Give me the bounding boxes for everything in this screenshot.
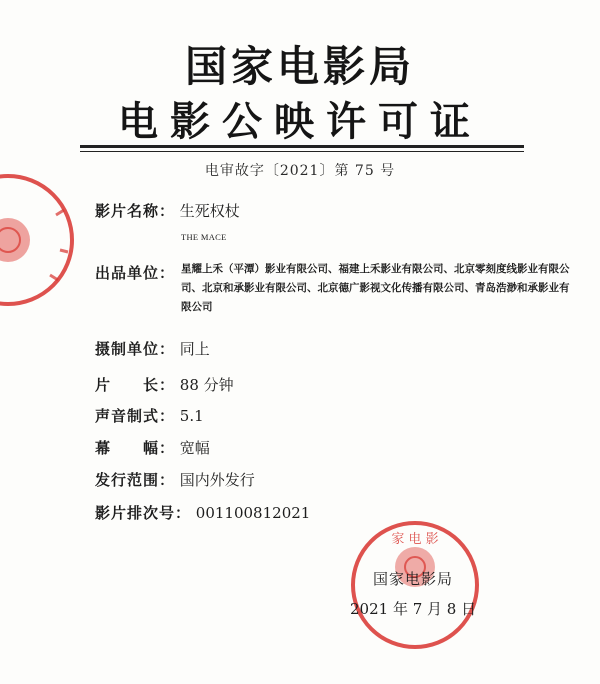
issue-date: 2021 年 7 月 8 日 (350, 600, 477, 618)
header-rule-thick (80, 145, 524, 148)
serial-row (95, 502, 310, 523)
film-name-value: 生死权杖 (179, 202, 240, 220)
frame-label: 幕 幅： (95, 439, 176, 457)
document-number: 电审故字〔2021〕第 75 号 (204, 163, 396, 179)
coproducer-label: 摄制单位： (95, 340, 176, 358)
release-row (95, 469, 255, 490)
serial-label: 影片排次号： (95, 504, 192, 522)
producer-label: 出品单位： (95, 264, 176, 282)
film-name-row (95, 200, 240, 221)
sound-label: 声音制式： (95, 407, 176, 425)
producer-value: 星耀上禾（平潭）影业有限公司、福建上禾影业有限公司、北京零刻度线影业有限公司、北京和承影业有限公司、北京德广影视文化传播有限公司、青岛浩渺和承影业有限公司 (181, 263, 570, 313)
length-row (95, 374, 234, 395)
frame-value: 宽幅 (179, 439, 210, 457)
serial-value: 001100812021 (195, 504, 311, 522)
release-value: 国内外发行 (179, 471, 255, 489)
coproducer-value: 同上 (179, 340, 210, 358)
film-english-title: THE MACE (181, 232, 227, 242)
release-label: 发行范围： (95, 471, 176, 489)
producer-row (95, 262, 175, 283)
issuer-signature: 国家电影局 (373, 570, 454, 588)
frame-row (95, 437, 210, 458)
seal-text: 家 电 影 (391, 532, 439, 547)
length-value: 88 分钟 (179, 376, 234, 394)
header-rule-thin (80, 151, 524, 152)
sound-value: 5.1 (179, 407, 204, 425)
official-seal-left (0, 170, 78, 310)
sound-row (95, 405, 204, 426)
coproducer-row (95, 338, 210, 359)
issuer-title: 国家电影局 (184, 42, 415, 91)
length-label: 片 长： (95, 376, 176, 394)
license-title: 电影公映许可证 (118, 99, 482, 145)
film-name-label: 影片名称： (95, 202, 176, 220)
